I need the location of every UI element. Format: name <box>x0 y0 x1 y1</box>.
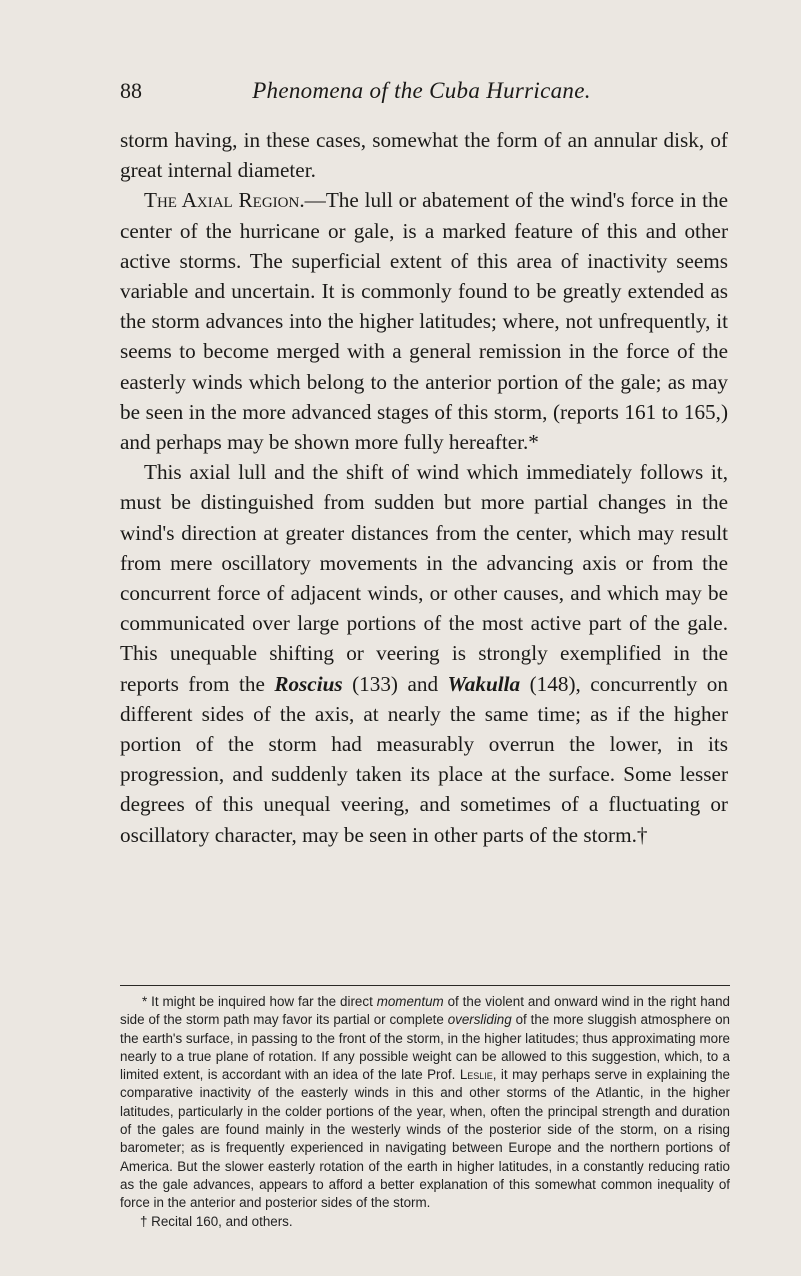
paragraph-axial-lull <box>120 457 728 850</box>
footnote-text: * It might be inquired how far the direct <box>142 994 377 1009</box>
footnote-dagger: † Recital 160, and others. <box>140 1213 293 1229</box>
footnote-name-leslie: Leslie <box>459 1067 493 1083</box>
footnote-term-momentum: momentum <box>376 994 444 1009</box>
ship-name-wakulla: Wakulla <box>447 671 521 696</box>
footnote-text: of the violent and onward wind in the right hand side of the storm path may favor its partial or complete <box>120 994 730 1028</box>
page-number: 88 <box>120 78 142 103</box>
ship-name-roscius: Roscius <box>274 671 343 696</box>
paragraph-text: (133) and <box>342 671 448 696</box>
paragraph-text: —The lull or abatement of the wind's force in the center of the hurricane or gale, is a marked feature of this and other active storms. The superficial extent of this area of inactivity seems variable and uncertain. It is commonly found to be greatly extended as the storm advances into the higher latitudes; where, not unfrequently, it seems to become merged with a general remission in the force of the easterly winds which belong to the anterior portion of the gale; as may be seen in the more advanced stages of this storm, (reports 161 to 165,) and perhaps may be shown more fully hereafter.* <box>120 188 729 455</box>
footnote-term-oversliding: oversliding <box>447 1012 512 1028</box>
footnote-text: , it may perhaps serve in explaining the comparative inactivity of the easterly winds in this and other storms of the Atlantic, in the higher latitudes, particularly in the colder portions of the year, when, often the principal strength and duration of the gales are found mainly in the westerly winds of the posterior side of the storm, on a rising barometer; as is frequently experienced in navigating between Europe and the northern portions of America. But the slower easterly rotation of the earth in higher latitudes, in a constantly reducing ratio as the gale advances, appears to afford a better explanation of this somewhat common inequality of force in the anterior and posterior sides of the storm. <box>120 1067 731 1211</box>
footnote-rule <box>120 985 730 986</box>
footnote-asterisk <box>120 993 730 1213</box>
footnotes <box>120 993 730 1231</box>
paragraph-continuation: storm having, in these cases, somewhat the form of an annular disk, of great internal diameter. <box>120 128 728 183</box>
section-heading: The Axial Region. <box>144 188 305 213</box>
footnote-text: of the more sluggish atmosphere on the earth's surface, in passing to the front of the storm, in the higher latitudes; thus approximating more nearly to a true plane of rotation. If any possible weight can be allowed to this suggestion, which, to a limited extent, is accordant with an idea of the late Prof. <box>120 1012 730 1083</box>
paragraph-text: (148), concurrently on different sides of the axis, at nearly the same time; as if the higher portion of the storm had measurably overrun the lower, in its progression, and suddenly taken its place at the surface. Some lesser degrees of this unequal veering, and sometimes of a fluctuating or oscillatory character, may be seen in other parts of the storm.† <box>120 671 728 847</box>
running-title: Phenomena of the Cuba Hurricane. <box>252 78 591 103</box>
paragraph-axial-region <box>120 185 728 457</box>
main-text <box>120 125 728 850</box>
paragraph-text: This axial lull and the shift of wind which immediately follows it, must be distinguished from sudden but more partial changes in the wind's direction at greater distances from the center, which may result from mere oscillatory movements in the advancing axis or from the concurrent force of adjacent winds, or other causes, and which may be communicated over large portions of the most active part of the gale. This unequable shifting or veering is strongly exemplified in the reports from the <box>120 460 728 696</box>
page-header <box>120 78 723 108</box>
